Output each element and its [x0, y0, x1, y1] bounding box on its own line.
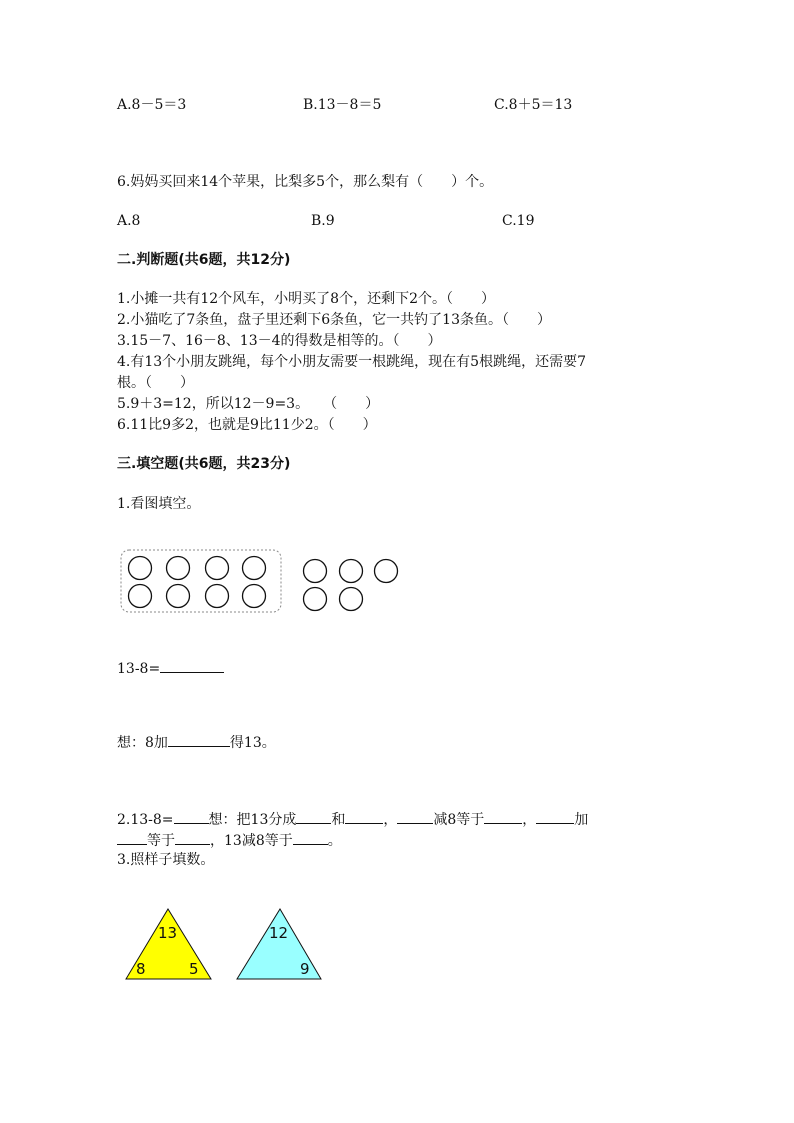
answer-blank[interactable] — [175, 829, 210, 845]
fill-q2-line1 — [117, 808, 588, 831]
circle — [340, 560, 363, 583]
q6-stem: 6.妈妈买回来14个苹果，比梨多5个，那么梨有（ ）个。 — [117, 174, 494, 190]
answer-blank[interactable] — [160, 657, 224, 673]
answer-blank[interactable] — [536, 808, 574, 824]
fill-q3-title: 3.照样子填数。 — [117, 852, 215, 868]
answer-blank[interactable] — [345, 808, 383, 824]
triangle-left-number: 8 — [136, 960, 146, 978]
judge-item-2: 2.小猫吃了7条鱼，盘子里还剩下6条鱼，它一共钓了13条鱼。（ ） — [117, 312, 551, 328]
circle — [129, 557, 152, 580]
triangle-right-number: 5 — [189, 960, 199, 978]
q2-text: ， — [522, 812, 537, 828]
q2-text: 等于 — [147, 833, 175, 849]
answer-blank[interactable] — [117, 829, 147, 845]
judge-item-4: 4.有13个小朋友跳绳，每个小朋友需要一根跳绳，现在有5根跳绳，还需要7 — [117, 354, 586, 370]
judge-item-5: 5.9＋3=12，所以12－9=3。 （ ） — [117, 396, 380, 412]
circle-picture — [117, 546, 407, 618]
circle — [340, 588, 363, 611]
judge-item-1: 1.小摊一共有12个风车，小明买了8个，还剩下2个。（ ） — [117, 291, 495, 307]
fill-q2-line2 — [117, 829, 342, 852]
fill-q1-title: 1.看图填空。 — [117, 496, 201, 512]
circle — [243, 585, 266, 608]
q6-option-c: C.19 — [502, 213, 535, 229]
fill-q1-think — [117, 731, 276, 754]
fill-q1-equation — [117, 657, 224, 680]
judge-item-4-cont: 根。（ ） — [117, 375, 194, 391]
judge-item-6: 6.11比9多2，也就是9比11少2。（ ） — [117, 417, 377, 433]
answer-blank[interactable] — [293, 829, 328, 845]
q5-option-a: A.8－5＝3 — [117, 97, 187, 113]
answer-blank[interactable] — [296, 808, 331, 824]
ten-frame-box — [121, 550, 281, 612]
answer-blank[interactable] — [168, 731, 230, 747]
answer-blank[interactable] — [397, 808, 433, 824]
q2-text: 减8等于 — [433, 812, 485, 828]
judge-item-3: 3.15－7、16－8、13－4的得数是相等的。（ ） — [117, 333, 442, 349]
answer-blank[interactable] — [174, 808, 209, 824]
q6-option-a: A.8 — [117, 213, 141, 229]
q2-text: 2.13-8= — [117, 812, 174, 828]
section2-heading: 二.判断题(共6题，共12分) — [117, 252, 291, 268]
section3-heading: 三.填空题(共6题，共23分) — [117, 456, 291, 472]
think-suffix: 得13。 — [229, 735, 276, 751]
triangle-top-number: 12 — [269, 924, 289, 942]
answer-blank[interactable] — [484, 808, 522, 824]
circle — [243, 557, 266, 580]
circle — [167, 585, 190, 608]
q2-text: 想：把13分成 — [208, 812, 297, 828]
circle — [206, 585, 229, 608]
judge-list — [117, 289, 677, 436]
q2-text: 和 — [331, 812, 346, 828]
q2-text: 加 — [574, 812, 589, 828]
q5-option-c: C.8＋5＝13 — [494, 97, 573, 113]
circle — [304, 560, 327, 583]
circle — [206, 557, 229, 580]
q6-option-b: B.9 — [311, 213, 335, 229]
equation-text: 13-8= — [117, 661, 161, 677]
q2-text: ， — [383, 812, 398, 828]
q5-option-b: B.13－8＝5 — [303, 97, 382, 113]
circle — [129, 585, 152, 608]
q2-text: 。 — [327, 833, 342, 849]
q2-text: ，13减8等于 — [210, 833, 293, 849]
triangle-right-number: 9 — [300, 960, 310, 978]
circle — [304, 588, 327, 611]
triangle-top-number: 13 — [158, 924, 178, 942]
think-prefix: 想：8加 — [117, 735, 168, 751]
circle — [167, 557, 190, 580]
number-triangles — [120, 905, 330, 983]
circle — [375, 560, 398, 583]
